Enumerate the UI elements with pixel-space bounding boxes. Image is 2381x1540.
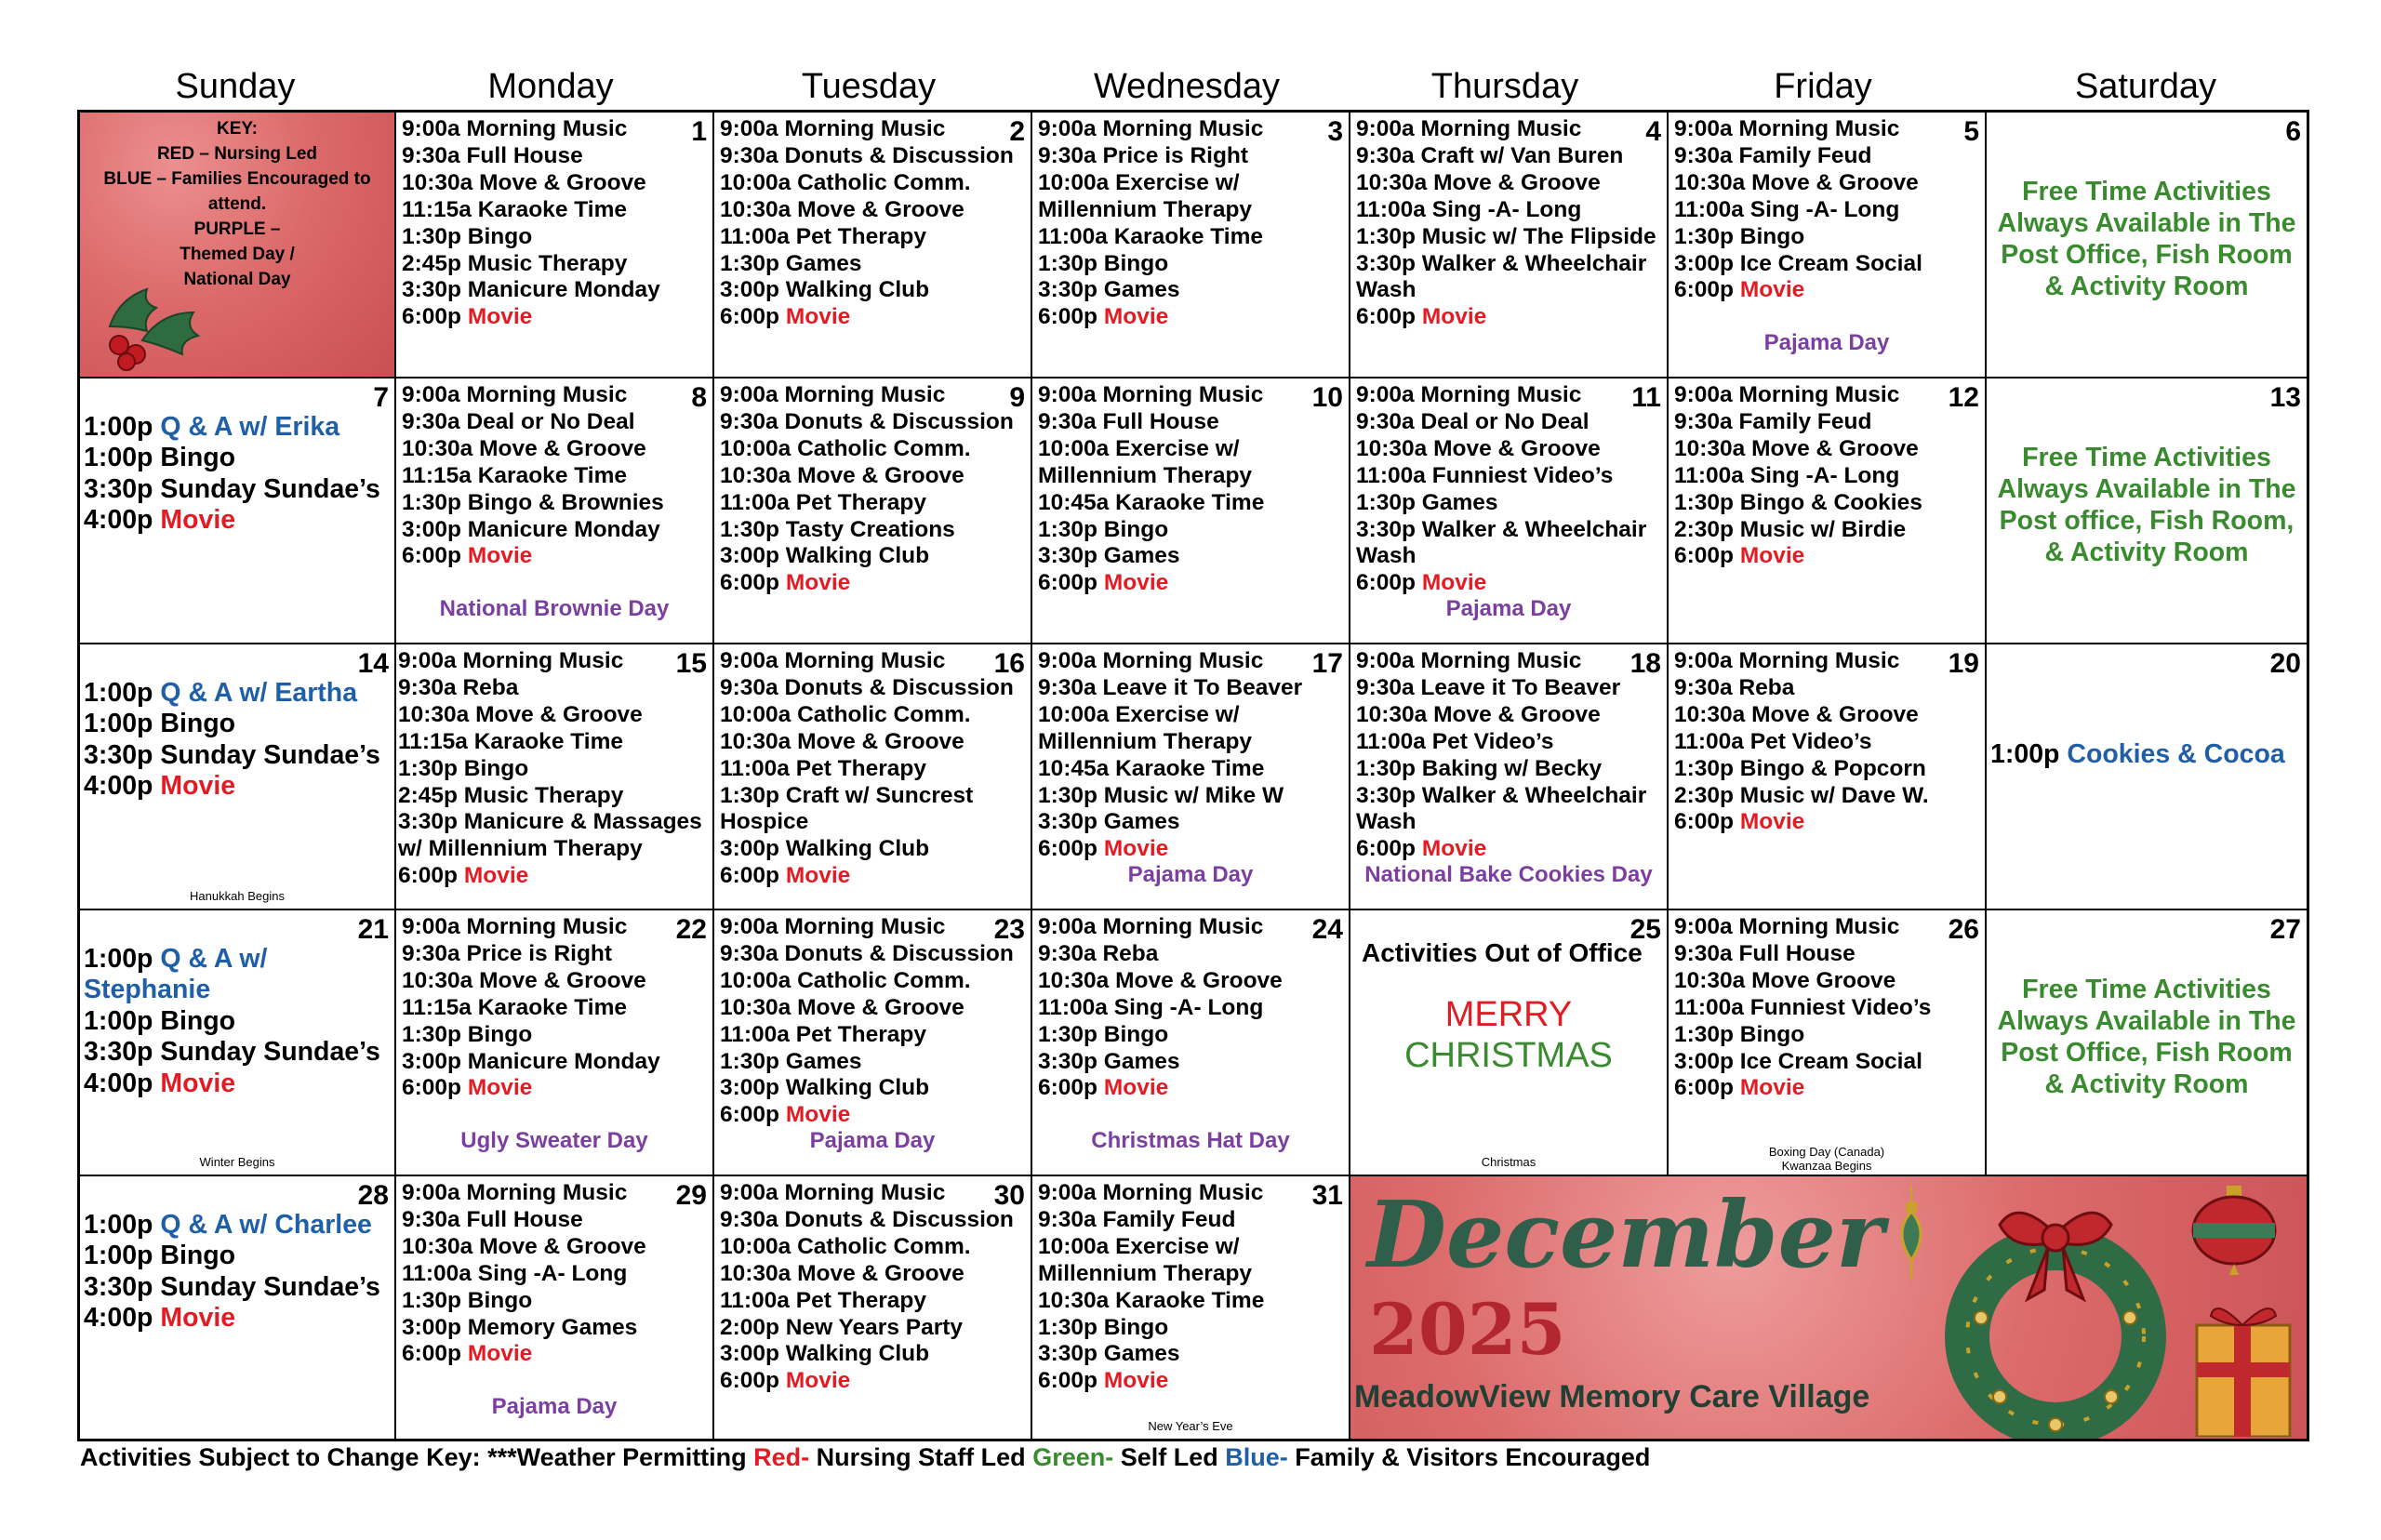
day-cell-31 — [1032, 1176, 1350, 1439]
day-number: 30 — [993, 1180, 1025, 1211]
day-cell-20 — [1987, 644, 2307, 910]
ornament-icon — [1888, 1186, 1935, 1288]
day-number: 19 — [1948, 648, 1979, 679]
holly-icon — [91, 261, 212, 373]
day-cell-23 — [714, 910, 1032, 1176]
day-cell-4 — [1350, 113, 1669, 378]
wreath-icon — [1935, 1197, 2176, 1439]
day-number: 16 — [993, 648, 1025, 679]
day-cell-30 — [714, 1176, 1032, 1439]
day-number: 6 — [2285, 116, 2301, 147]
day-cell-21 — [80, 910, 396, 1176]
theme-day: National Brownie Day — [439, 596, 670, 621]
day-number: 10 — [1311, 382, 1343, 413]
activity-list: 9:00a Morning Music 9:30a Full House 10:30a Move & Groove 11:15a Karaoke Time 1:30p Bingo 2:45p Music Therapy 3:30p Manicure Monday 6:00p Movie — [402, 116, 660, 330]
day-cell-5 — [1669, 113, 1987, 378]
theme-day: Pajama Day — [809, 1128, 936, 1153]
day-number: 18 — [1629, 648, 1661, 679]
header-tuesday: Tuesday — [801, 67, 937, 106]
day-number: 28 — [357, 1180, 389, 1211]
christmas-text: CHRISTMAS — [1404, 1036, 1613, 1075]
key-purple-3: National Day — [183, 270, 291, 289]
free-time-note: Free Time Activities Always Available in The Post Office, Fish Room & Activity Room — [1997, 177, 2296, 301]
activity-list: 9:00a Morning Music 9:30a Donuts & Discussion 10:00a Catholic Comm. 10:30a Move & Groove 11:00a Pet Therapy 1:30p Tasty Creations 3:00p Walking Club 6:00p Movie — [720, 382, 1014, 596]
activity-list: 1:00p Q & A w/ Erika 1:00p Bingo 3:30p Sunday Sundae’s 4:00p Movie — [84, 412, 380, 536]
activity-list: 9:00a Morning Music 9:30a Leave it To Beaver 10:00a Exercise w/ Millennium Therapy 10:45a Karaoke Time 1:30p Music w/ Mike W 3:30p Games 6:00p Movie — [1038, 648, 1303, 862]
activity-list: 9:00a Morning Music 9:30a Family Feud 10:00a Exercise w/ Millennium Therapy 10:30a Karaoke Time 1:30p Bingo 3:30p Games 6:00p Movie — [1038, 1180, 1265, 1394]
key-cell — [80, 113, 396, 378]
header-saturday: Saturday — [2074, 67, 2217, 106]
day-cell-13 — [1987, 378, 2307, 644]
key-purple-1: PURPLE – — [193, 219, 281, 239]
day-cell-12 — [1669, 378, 1987, 644]
key-panel — [80, 113, 394, 378]
day-number: 20 — [2269, 648, 2301, 679]
activity-list: 9:00a Morning Music 9:30a Deal or No Deal 10:30a Move & Groove 11:15a Karaoke Time 1:30p Bingo & Brownies 3:00p Manicure Monday 6:00p Movie — [402, 382, 664, 569]
day-number: 25 — [1629, 914, 1661, 945]
day-number: 1 — [691, 116, 707, 147]
theme-day: Ugly Sweater Day — [460, 1128, 648, 1153]
day-cell-27 — [1987, 910, 2307, 1176]
free-time-note: Free Time Activities Always Available in The Post office, Fish Room, & Activity Room — [1997, 443, 2296, 567]
free-time-note: Free Time Activities Always Available in The Post Office, Fish Room & Activity Room — [1997, 975, 2296, 1099]
day-number: 23 — [993, 914, 1025, 945]
day-cell-22 — [396, 910, 714, 1176]
activity-list: 9:00a Morning Music 9:30a Reba 10:30a Move & Groove 11:15a Karaoke Time 1:30p Bingo 2:45p Music Therapy 3:30p Manicure & Massages w/ Millennium Therapy 6:00p Movie — [398, 648, 702, 889]
day-number: 4 — [1645, 116, 1661, 147]
theme-day: Christmas Hat Day — [1091, 1128, 1290, 1153]
holiday-note: Winter Begins — [199, 1155, 275, 1169]
day-cell-15 — [396, 644, 714, 910]
day-number: 9 — [1009, 382, 1025, 413]
theme-day: Pajama Day — [1445, 596, 1572, 621]
day-number: 5 — [1963, 116, 1979, 147]
day-cell-14 — [80, 644, 396, 910]
day-cell-8 — [396, 378, 714, 644]
activity-list: 9:00a Morning Music 9:30a Full House 10:00a Exercise w/ Millennium Therapy 10:45a Karaoke Time 1:30p Bingo 3:30p Games 6:00p Movie — [1038, 382, 1265, 596]
day-number: 14 — [357, 648, 389, 679]
day-cell-1 — [396, 113, 714, 378]
day-cell-18 — [1350, 644, 1669, 910]
header-sunday: Sunday — [175, 67, 296, 106]
header-friday: Friday — [1774, 67, 1872, 106]
activity-list: 9:00a Morning Music 9:30a Family Feud 10:30a Move & Groove 11:00a Sing -A- Long 1:30p Bingo & Cookies 2:30p Music w/ Birdie 6:00p Movie — [1674, 382, 1922, 569]
activity-list: 9:00a Morning Music 9:30a Donuts & Discussion 10:00a Catholic Comm. 10:30a Move & Groove 11:00a Pet Therapy 1:30p Games 3:00p Walking Club 6:00p Movie — [720, 914, 1014, 1128]
day-number: 31 — [1311, 1180, 1343, 1211]
holiday-note: Hanukkah Begins — [190, 889, 285, 903]
activity-list: 9:00a Morning Music 9:30a Donuts & Discussion 10:00a Catholic Comm. 10:30a Move & Groove 11:00a Pet Therapy 1:30p Craft w/ Suncrest Hospice 3:00p Walking Club 6:00p Movie — [720, 648, 1014, 889]
header-wednesday: Wednesday — [1094, 67, 1280, 106]
theme-day: Pajama Day — [1763, 330, 1890, 355]
activity-list: 9:00a Morning Music 9:30a Full House 10:30a Move Groove 11:00a Funniest Video’s 1:30p Bingo 3:00p Ice Cream Social 6:00p Movie — [1674, 914, 1932, 1101]
day-number: 17 — [1311, 648, 1343, 679]
footer-legend: Activities Subject to Change Key: ***Weather Permitting Red- Nursing Staff Led Green- Self Led Blue- Family & Visitors Encouraged — [80, 1443, 1651, 1471]
key-title: KEY: — [217, 119, 258, 139]
theme-day: Pajama Day — [491, 1394, 618, 1419]
day-number: 11 — [1631, 382, 1661, 413]
day-cell-26 — [1669, 910, 1987, 1176]
holiday-note: New Year’s Eve — [1148, 1419, 1233, 1433]
header-monday: Monday — [487, 67, 614, 106]
day-cell-19 — [1669, 644, 1987, 910]
day-number: 29 — [675, 1180, 707, 1211]
activity-list: 1:00p Q & A w/ Eartha 1:00p Bingo 3:30p Sunday Sundae’s 4:00p Movie — [84, 678, 380, 802]
calendar-grid — [77, 110, 2309, 1441]
ornament-icon — [2188, 1184, 2281, 1277]
day-number: 15 — [675, 648, 707, 679]
day-cell-16 — [714, 644, 1032, 910]
day-number: 27 — [2269, 914, 2301, 945]
day-cell-24 — [1032, 910, 1350, 1176]
activity-list: 9:00a Morning Music 9:30a Donuts & Discussion 10:00a Catholic Comm. 10:30a Move & Groove 11:00a Pet Therapy 1:30p Games 3:00p Walking Club 6:00p Movie — [720, 116, 1014, 330]
day-cell-9 — [714, 378, 1032, 644]
holiday-note: Christmas — [1481, 1155, 1536, 1169]
activity-list: 9:00a Morning Music 9:30a Deal or No Deal 10:30a Move & Groove 11:00a Funniest Video’s 1:30p Games 3:30p Walker & Wheelchair Wash 6:00p Movie — [1356, 382, 1647, 596]
day-number: 13 — [2269, 382, 2301, 413]
out-of-office-title: Activities Out of Office — [1362, 938, 1643, 967]
activity-list: 9:00a Morning Music 9:30a Family Feud 10:30a Move & Groove 11:00a Sing -A- Long 1:30p Bingo 3:00p Ice Cream Social 6:00p Movie — [1674, 116, 1922, 303]
activity-list: 1:00p Q & A w/ Stephanie 1:00p Bingo 3:30p Sunday Sundae’s 4:00p Movie — [84, 944, 380, 1098]
day-number: 2 — [1009, 116, 1025, 147]
activity-list: 1:00p Q & A w/ Charlee 1:00p Bingo 3:30p Sunday Sundae’s 4:00p Movie — [84, 1210, 380, 1334]
activity-list: 9:00a Morning Music 9:30a Price is Right 10:00a Exercise w/ Millennium Therapy 11:00a Karaoke Time 1:30p Bingo 3:30p Games 6:00p Movie — [1038, 116, 1264, 330]
activity-list: 9:00a Morning Music 9:30a Reba 10:30a Move & Groove 11:00a Pet Video’s 1:30p Bingo & Popcorn 2:30p Music w/ Dave W. 6:00p Movie — [1674, 648, 1929, 835]
day-number: 8 — [691, 382, 707, 413]
december-banner — [1350, 1176, 2307, 1439]
banner-year: 2025 — [1369, 1288, 1566, 1371]
day-cell-29 — [396, 1176, 714, 1439]
day-number: 26 — [1948, 914, 1979, 945]
banner-month: December — [1367, 1182, 1884, 1289]
day-cell-2 — [714, 113, 1032, 378]
activity-list: 9:00a Morning Music 9:30a Reba 10:30a Move & Groove 11:00a Sing -A- Long 1:30p Bingo 3:30p Games 6:00p Movie — [1038, 914, 1283, 1101]
banner-facility-name: MeadowView Memory Care Village — [1354, 1379, 1870, 1414]
gift-icon — [2188, 1297, 2299, 1437]
activity-list: 9:00a Morning Music 9:30a Full House 10:30a Move & Groove 11:00a Sing -A- Long 1:30p Bingo 3:00p Memory Games 6:00p Movie — [402, 1180, 646, 1367]
key-purple-2: Themed Day / — [180, 245, 295, 264]
day-cell-3 — [1032, 113, 1350, 378]
merry-text: MERRY — [1444, 995, 1573, 1034]
key-blue-2: attend. — [207, 194, 267, 214]
day-cell-7 — [80, 378, 396, 644]
key-blue-1: BLUE – Families Encouraged to — [103, 169, 371, 189]
day-cell-10 — [1032, 378, 1350, 644]
theme-day: National Bake Cookies Day — [1364, 862, 1653, 887]
day-number: 24 — [1311, 914, 1343, 945]
day-number: 7 — [373, 382, 389, 413]
theme-day: Pajama Day — [1127, 862, 1254, 887]
day-cell-11 — [1350, 378, 1669, 644]
activity-list: 9:00a Morning Music 9:30a Donuts & Discussion 10:00a Catholic Comm. 10:30a Move & Groove 11:00a Pet Therapy 2:00p New Years Party 3:00p Walking Club 6:00p Movie — [720, 1180, 1014, 1394]
day-number: 12 — [1948, 382, 1979, 413]
day-cell-17 — [1032, 644, 1350, 910]
day-cell-6 — [1987, 113, 2307, 378]
activity-list: 9:00a Morning Music 9:30a Price is Right 10:30a Move & Groove 11:15a Karaoke Time 1:30p Bingo 3:00p Manicure Monday 6:00p Movie — [402, 914, 660, 1101]
day-number: 21 — [357, 914, 389, 945]
day-cell-25 — [1350, 910, 1669, 1176]
saturday-event: 1:00p Cookies & Cocoa — [1990, 739, 2285, 769]
header-thursday: Thursday — [1430, 67, 1579, 106]
holiday-note: Boxing Day (Canada) Kwanzaa Begins — [1768, 1145, 1885, 1173]
key-red: RED – Nursing Led — [156, 144, 318, 164]
activity-list: 9:00a Morning Music 9:30a Leave it To Beaver 10:30a Move & Groove 11:00a Pet Video’s 1:30p Baking w/ Becky 3:30p Walker & Wheelchair Wash 6:00p Movie — [1356, 648, 1647, 862]
activity-list: 9:00a Morning Music 9:30a Craft w/ Van Buren 10:30a Move & Groove 11:00a Sing -A- Long 1:30p Music w/ The Flipside 3:30p Walker & Wheelchair Wash 6:00p Movie — [1356, 116, 1656, 330]
day-cell-28 — [80, 1176, 396, 1439]
day-number: 22 — [675, 914, 707, 945]
day-number: 3 — [1327, 116, 1343, 147]
